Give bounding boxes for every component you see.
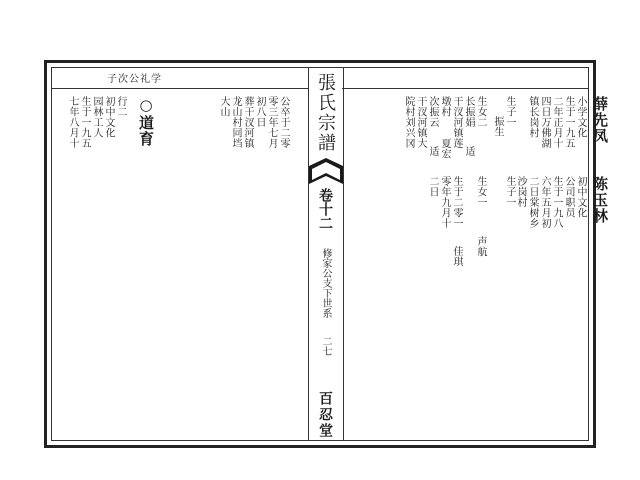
right-page-column-2: 生于一九五 xyxy=(563,96,574,149)
right-page-column-0: 薛先凤 xyxy=(591,96,609,144)
left-page-column-6: ○道育 xyxy=(137,96,155,147)
right-page-column-29: 佳琪 xyxy=(451,246,462,267)
spine-subtitle: 修家公支下世系 xyxy=(320,248,331,318)
right-page-column-21: 生于一九八 xyxy=(551,176,562,229)
left-page-column-5: 大山 xyxy=(218,96,229,117)
right-page-column-26: 生女一 xyxy=(475,176,486,208)
right-page-column-20: 公司职员 xyxy=(563,176,574,218)
right-page-column-16: 干汊河镇大 xyxy=(415,96,426,149)
left-page-column-0: 公卒于二零 xyxy=(278,96,289,149)
right-page-column-27: 声航 xyxy=(475,236,486,257)
right-page-column-7: 振生 xyxy=(492,116,503,137)
right-page-column-10: 适 xyxy=(463,146,474,157)
left-page-column-10: 生于一九五 xyxy=(79,96,90,149)
spine-chevron-icon xyxy=(309,158,343,188)
left-page-column-11: 七年八月十 xyxy=(67,96,78,149)
right-page xyxy=(342,68,609,440)
page-inner-frame xyxy=(51,67,609,441)
right-page-column-6: 生子一 xyxy=(504,96,515,128)
right-page-column-30: 零年九月十 xyxy=(439,176,450,229)
genealogy-page xyxy=(44,60,609,448)
right-page-column-14: 次振云 xyxy=(427,96,438,128)
left-page-column-4: 龙山村同垱 xyxy=(230,96,241,149)
right-page-column-12: 墩村 xyxy=(439,96,450,117)
right-page-column-23: 二日棠树乡 xyxy=(527,176,538,229)
spine-title: 張氏宗譜 xyxy=(315,73,336,153)
right-page-column-13: 夏宏 xyxy=(439,138,450,159)
right-page-column-5: 镇长岗村 xyxy=(527,96,538,138)
right-page-column-9: 长振娟 xyxy=(463,96,474,128)
left-page-column-7: 行二 xyxy=(115,96,126,117)
right-page-column-15: 适 xyxy=(427,146,438,157)
center-spine xyxy=(308,68,344,440)
left-page-column-9: 园林工人 xyxy=(91,96,102,138)
right-page-column-1: 小学文化 xyxy=(575,96,586,138)
spine-hall-name: 百忍堂 xyxy=(317,391,333,439)
left-page-column-8: 初中文化 xyxy=(103,96,114,138)
right-page-column-8: 生女二 xyxy=(475,96,486,128)
right-page-column-25: 生子一 xyxy=(504,176,515,208)
right-page-column-31: 二日 xyxy=(427,176,438,197)
right-page-column-22: 六年五月初 xyxy=(539,176,550,229)
right-page-column-17: 院村刘兴冈 xyxy=(403,96,414,149)
right-page-column-4: 四日万佛湖 xyxy=(539,96,550,149)
spine-page-number: 二七 xyxy=(320,336,331,356)
left-header-text: 子次公礼学 xyxy=(107,74,162,85)
spine-volume: 卷十二 xyxy=(317,188,333,230)
right-page-column-24: 沙岗村 xyxy=(515,176,526,208)
left-page-column-1: 零三年七月 xyxy=(266,96,277,149)
right-page-column-18: 陈玉林 xyxy=(591,176,609,224)
left-page xyxy=(52,68,308,440)
right-page-column-28: 生于二零一 xyxy=(451,176,462,229)
right-page-column-11: 干汊河镇莲 xyxy=(451,96,462,149)
right-page-column-3: 二年正月十 xyxy=(551,96,562,149)
right-page-column-19: 初中文化 xyxy=(575,176,586,218)
left-page-column-2: 初八日 xyxy=(254,96,265,128)
left-page-column-3: 葬干汊河镇 xyxy=(242,96,253,149)
